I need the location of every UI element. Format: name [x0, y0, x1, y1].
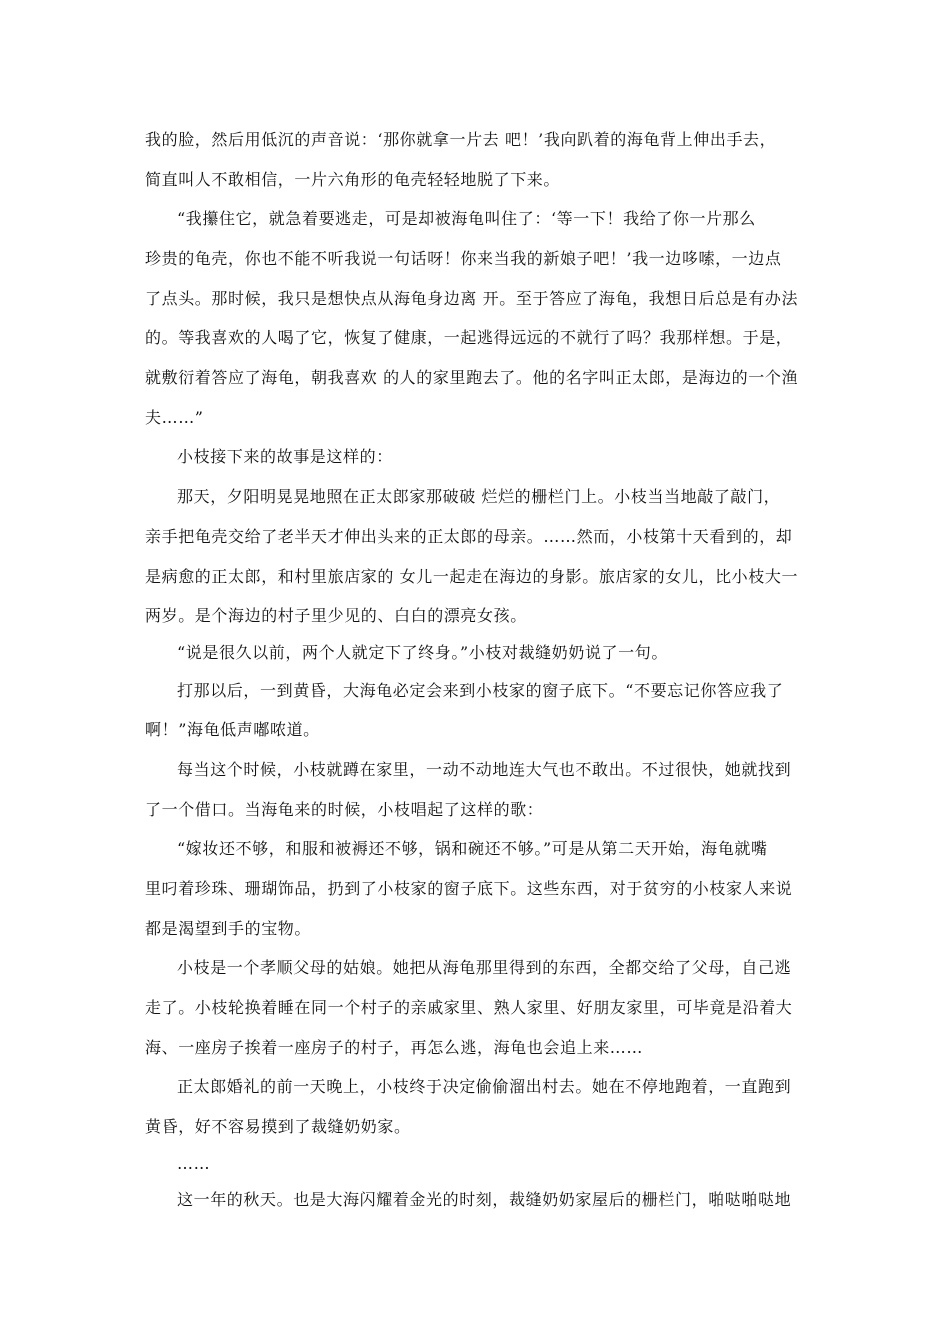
text-line: 打那以后，一到黄昏，大海龟必定会来到小枝家的窗子底下。“不要忘记你答应我了: [177, 681, 784, 700]
text-line: “我攥住它，就急着要逃走，可是却被海龟叫住了：‘等一下！我给了你一片那么: [177, 209, 756, 228]
text-line: 了点头。那时候，我只是想快点从海龟身边离 开。至于答应了海龟，我想日后总是有办法: [145, 289, 799, 308]
text-line: 正太郎婚礼的前一天晚上，小枝终于决定偷偷溜出村去。她在不停地跑着，一直跑到: [177, 1077, 792, 1096]
text-line: ……: [177, 1154, 211, 1173]
text-line: 啊！”海龟低声嘟哝道。: [145, 720, 320, 739]
text-line: 每当这个时候，小枝就蹲在家里，一动不动地连大气也不敢出。不过很快，她就找到: [177, 760, 792, 779]
text-line: 我的脸，然后用低沉的声音说：‘那你就拿一片去 吧！’我向趴着的海龟背上伸出手去，: [145, 130, 777, 149]
text-line: 就敷衍着答应了海龟，朝我喜欢 的人的家里跑去了。他的名字叫正太郎，是海边的一个渔: [145, 368, 799, 387]
text-line: 珍贵的龟壳，你也不能不听我说一句话呀！你来当我的新娘子吧！’我一边哆嗦，一边点: [145, 249, 782, 268]
text-line: 了一个借口。当海龟来的时候，小枝唱起了这样的歌：: [145, 800, 544, 819]
text-line: “说是很久以前，两个人就定下了终身。”小枝对裁缝奶奶说了一句。: [177, 643, 668, 662]
text-line: 那天，夕阳明晃晃地照在正太郎家那破破 烂烂的栅栏门上。小枝当当地敲了敲门，: [177, 487, 781, 506]
text-line: 这一年的秋天。也是大海闪耀着金光的时刻，裁缝奶奶家屋后的栅栏门，啪哒啪哒地: [177, 1190, 792, 1209]
text-line: 黄昏，好不容易摸到了裁缝奶奶家。: [145, 1117, 411, 1136]
text-line: 亲手把龟壳交给了老半天才伸出头来的正太郎的母亲。……然而，小枝第十天看到的，却: [145, 527, 793, 546]
text-line: 是病愈的正太郎，和村里旅店家的 女儿一起走在海边的身影。旅店家的女儿，比小枝大一: [145, 567, 799, 586]
text-line: 走了。小枝轮换着睡在同一个村子的亲戚家里、熟人家里、好朋友家里，可毕竟是沿着大: [145, 998, 793, 1017]
text-line: 里叼着珍珠、珊瑚饰品，扔到了小枝家的窗子底下。这些东西，对于贫穷的小枝家人来说: [145, 879, 793, 898]
text-line: 的。等我喜欢的人喝了它，恢复了健康，一起逃得远远的不就行了吗？我那样想。于是，: [145, 328, 793, 347]
text-line: “嫁妆还不够，和服和被褥还不够，锅和碗还不够。”可是从第二天开始，海龟就嘴: [177, 839, 768, 858]
text-line: 两岁。是个海边的村子里少见的、白白的漂亮女孩。: [145, 606, 527, 625]
text-line: 海、一座房子挨着一座房子的村子，再怎么逃，海龟也会追上来……: [145, 1038, 644, 1057]
text-line: 夫……”: [145, 408, 204, 427]
text-line: 小枝是一个孝顺父母的姑娘。她把从海龟那里得到的东西，全都交给了父母，自己逃: [177, 958, 792, 977]
text-line: 小枝接下来的故事是这样的：: [177, 447, 393, 466]
text-line: 都是渴望到手的宝物。: [145, 919, 312, 938]
text-line: 简直叫人不敢相信，一片六角形的龟壳轻轻地脱了下来。: [145, 170, 561, 189]
